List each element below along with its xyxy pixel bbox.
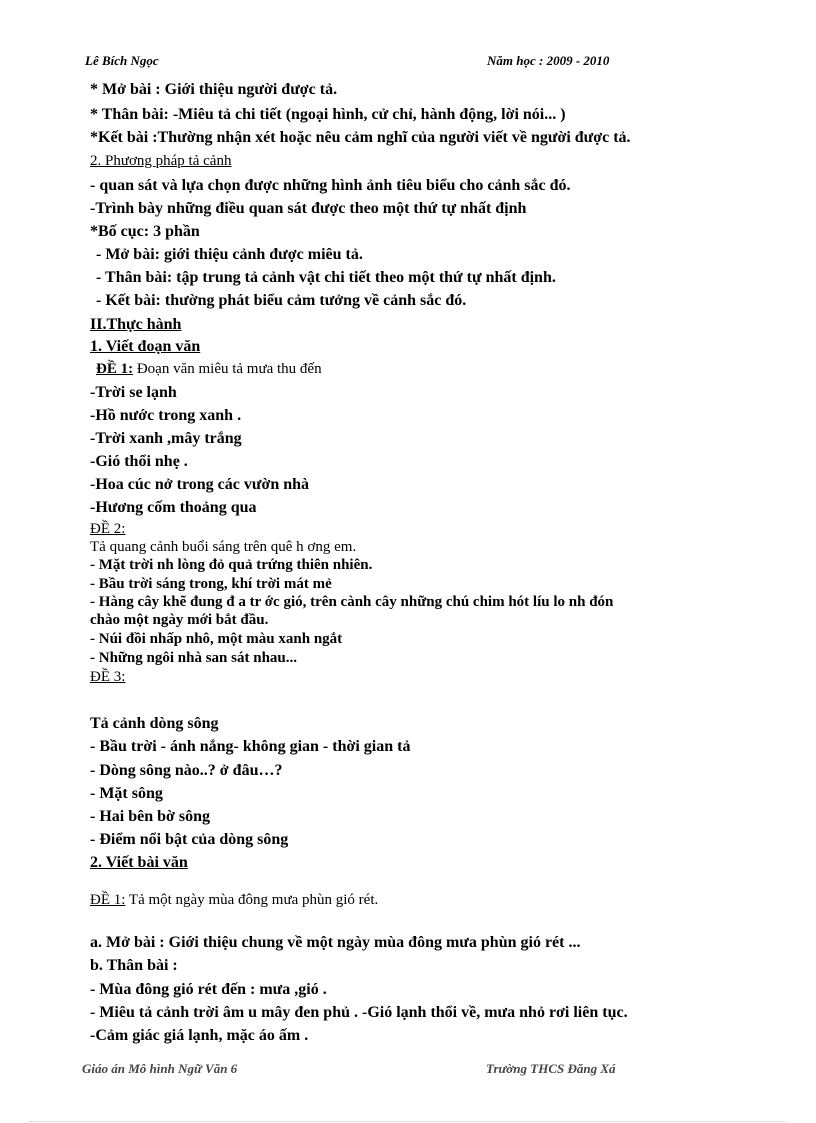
- exercise-1: [96, 362, 322, 377]
- exercise-2-1: [90, 893, 378, 908]
- text-line: Tả quang cảnh buổi sáng trên quê h ơng em.: [90, 539, 357, 555]
- exercise-label: ĐỀ 1:: [96, 361, 134, 377]
- text-line: - Thân bài: tập trung tả cảnh vật chi tiết theo một thứ tự nhất định.: [96, 269, 556, 286]
- exercise-label: ĐỀ 2:: [90, 521, 126, 537]
- section-heading: 2. Viết bài văn: [90, 854, 188, 871]
- text-line: *Kết bài :Thường nhận xét hoặc nêu cảm nghĩ của người viết về người được tả.: [90, 129, 631, 146]
- page-bottom-rule: [30, 1121, 786, 1122]
- section-heading: 1. Viết đoạn văn: [90, 338, 201, 355]
- list-item: - Mùa đông gió rét đến : mưa ,gió .: [90, 981, 327, 998]
- footer-course: Giáo án Mô hình Ngữ Văn 6: [82, 1061, 238, 1076]
- list-item: -Cảm giác giá lạnh, mặc áo ấm .: [90, 1027, 309, 1044]
- exercise-label: ĐỀ 1:: [90, 892, 126, 908]
- header-school-year: Năm học : 2009 - 2010: [487, 53, 610, 68]
- section-heading: 2. Phương pháp tả cảnh: [90, 153, 232, 169]
- list-item: -Trời se lạnh: [90, 384, 177, 401]
- list-item: - Miêu tả cảnh trời âm u mây đen phủ . -Gió lạnh thổi về, mưa nhỏ rơi liên tục.: [90, 1004, 628, 1021]
- list-item: - Mặt sông: [90, 785, 163, 802]
- list-item: - Núi đồi nhấp nhô, một màu xanh ngắt: [90, 631, 343, 647]
- text-line: b. Thân bài :: [90, 957, 178, 974]
- list-item: - Mặt trời nh lòng đỏ quả trứng thiên nhiên.: [90, 557, 373, 573]
- list-item: - Bầu trời - ánh nắng- không gian - thời gian tả: [90, 738, 411, 755]
- list-item: -Hoa cúc nở trong các vườn nhà: [90, 476, 310, 493]
- list-item: -Gió thổi nhẹ .: [90, 453, 188, 470]
- list-item: -Trời xanh ,mây trắng: [90, 430, 242, 447]
- text-line: Tả cảnh dòng sông: [90, 715, 219, 732]
- footer-school: Trường THCS Đăng Xá: [486, 1061, 616, 1076]
- list-item: - Bầu trời sáng trong, khí trời mát mẻ: [90, 576, 332, 592]
- text-line: a. Mở bài : Giới thiệu chung về một ngày mùa đông mưa phùn gió rét ...: [90, 934, 581, 951]
- text-line: - Kết bài: thường phát biểu cảm tưởng về cảnh sắc đó.: [96, 292, 467, 309]
- list-item: - Điểm nổi bật của dòng sông: [90, 831, 289, 848]
- section-heading: II.Thực hành: [90, 316, 182, 333]
- list-item: - Hai bên bờ sông: [90, 808, 210, 825]
- exercise-prompt: Đoạn văn miêu tả mưa thu đến: [133, 361, 322, 377]
- text-line: - quan sát và lựa chọn được những hình ảnh tiêu biểu cho cảnh sắc đó.: [90, 177, 571, 194]
- exercise-prompt: Tả một ngày mùa đông mưa phùn gió rét.: [125, 892, 379, 908]
- list-item: -Hương cốm thoảng qua: [90, 499, 257, 516]
- text-line: chào một ngày mới bắt đầu.: [90, 612, 269, 628]
- text-line: - Mở bài: giới thiệu cảnh được miêu tả.: [96, 246, 363, 263]
- list-item: - Những ngôi nhà san sát nhau...: [90, 650, 297, 666]
- list-item: - Hàng cây khẽ đung đ a tr ớc gió, trên cành cây những chú chim hót líu lo nh đón: [90, 594, 614, 610]
- header-author: Lê Bích Ngọc: [85, 53, 159, 68]
- list-item: - Dòng sông nào..? ở đâu…?: [90, 762, 283, 779]
- text-line: -Trình bày những điều quan sát được theo một thứ tự nhất định: [90, 200, 527, 217]
- text-line: *Bố cục: 3 phần: [90, 223, 200, 240]
- list-item: -Hồ nước trong xanh .: [90, 407, 242, 424]
- text-line: * Mở bài : Giới thiệu người được tả.: [90, 81, 338, 98]
- exercise-label: ĐỀ 3:: [90, 669, 126, 685]
- text-line: * Thân bài: -Miêu tả chi tiết (ngoại hình, cử chỉ, hành động, lời nói... ): [90, 106, 566, 123]
